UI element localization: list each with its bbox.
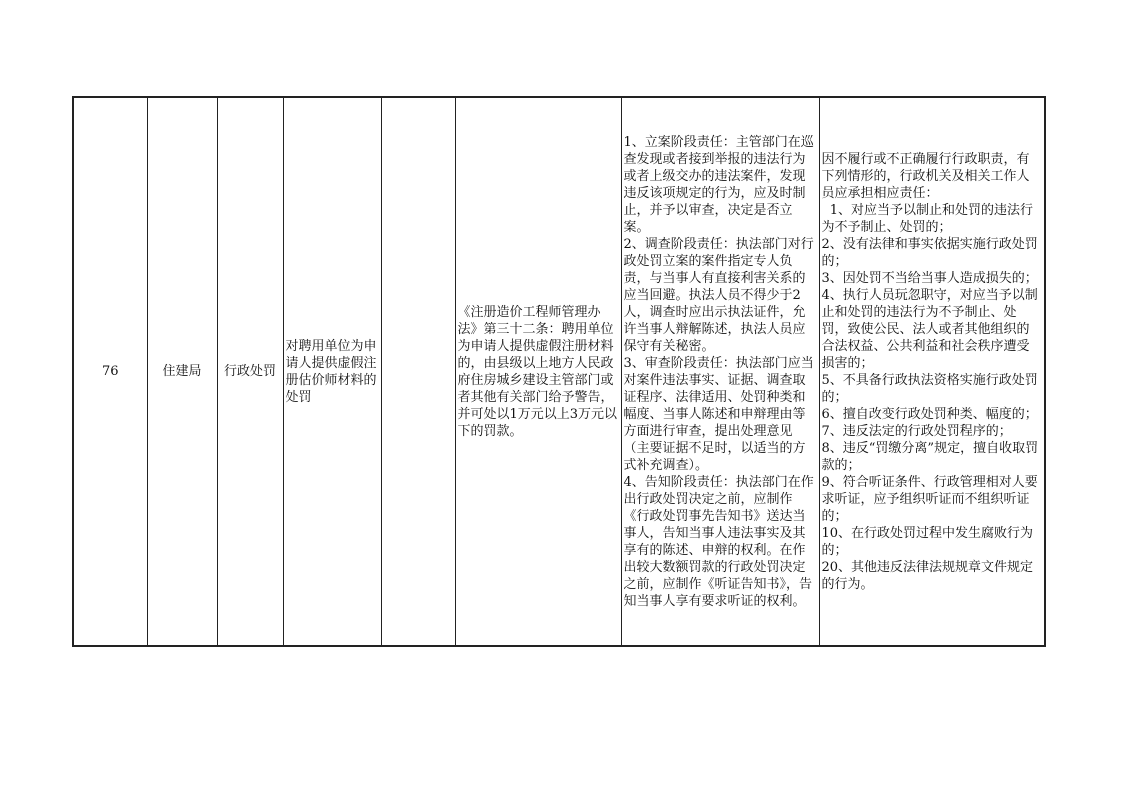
responsibility-cell — [621, 97, 819, 646]
item-name-text: 对聘用单位为申请人提供虚假注册估价师材料的处罚 — [285, 338, 377, 405]
table-row — [73, 97, 1045, 646]
legal-basis-cell — [455, 97, 621, 646]
department-cell: 住建局 — [147, 97, 217, 646]
power-list-table — [72, 96, 1046, 647]
row-number: 76 — [73, 97, 147, 646]
category-cell: 行政处罚 — [217, 97, 283, 646]
accountability-text: 因不履行或不正确履行行政职责，有下列情形的，行政机关及相关工作人员应承担相应责任： 1、对应当予以制止和处罚的违法行为不予制止、处罚的； 2、没有法律和事实依据实施行政处罚的； 3、因处罚不当给当事人造成损失的； 4、执行人员玩忽职守，对应当予以制止和处罚的违法行为不予制止、处罚，致使公民、法人或者其他组织的合法权益、公共利益和社会秩序遭受损害的； 5、不具备行政执法资格实施行政处罚的； 6、擅自改变行政处罚种类、幅度的； 7、违反法定的行政处罚程序的； 8、违反“罚缴分离”规定，擅自收取罚款的； 9、符合听证条件、行政管理相对人要求听证，应予组织听证而不组织听证的； 10、在行政处罚过程中发生腐败行为的； 20、其他违反法律法规规章文件规定的行为。 — [821, 151, 1039, 592]
legal-basis-text: 《注册造价工程师管理办法》第三十二条：聘用单位为申请人提供虚假注册材料的，由县级以上地方人民政府住房城乡建设主管部门或者其他有关部门给予警告，并可处以1万元以上3万元以下的罚款。 — [457, 304, 618, 439]
accountability-cell — [819, 97, 1045, 646]
item-name-cell — [283, 97, 381, 646]
sub-item-cell — [381, 97, 455, 646]
responsibility-text: 1、立案阶段责任：主管部门在巡查发现或者接到举报的违法行为或者上级交办的违法案件，发现违反该项规定的行为，应及时制止，并予以审查，决定是否立案。 2、调查阶段责任：执法部门对行政处罚立案的案件指定专人负责，与当事人有直接利害关系的应当回避。执法人员不得少于2人，调查时应出示执法证件，允许当事人辩解陈述，执法人员应保守有关秘密。 3、审查阶段责任：执法部门应当对案件违法事实、证据、调查取证程序、法律适用、处罚种类和幅度、当事人陈述和申辩理由等方面进行审查，提出处理意见（主要证据不足时，以适当的方式补充调查）。 4、告知阶段责任：执法部门在作出行政处罚决定之前，应制作《行政处罚事先告知书》送达当事人，告知当事人违法事实及其享有的陈述、申辩的权利。在作出较大数额罚款的行政处罚决定之前，应制作《听证告知书》，告知当事人享有要求听证的权利。 — [623, 134, 814, 609]
